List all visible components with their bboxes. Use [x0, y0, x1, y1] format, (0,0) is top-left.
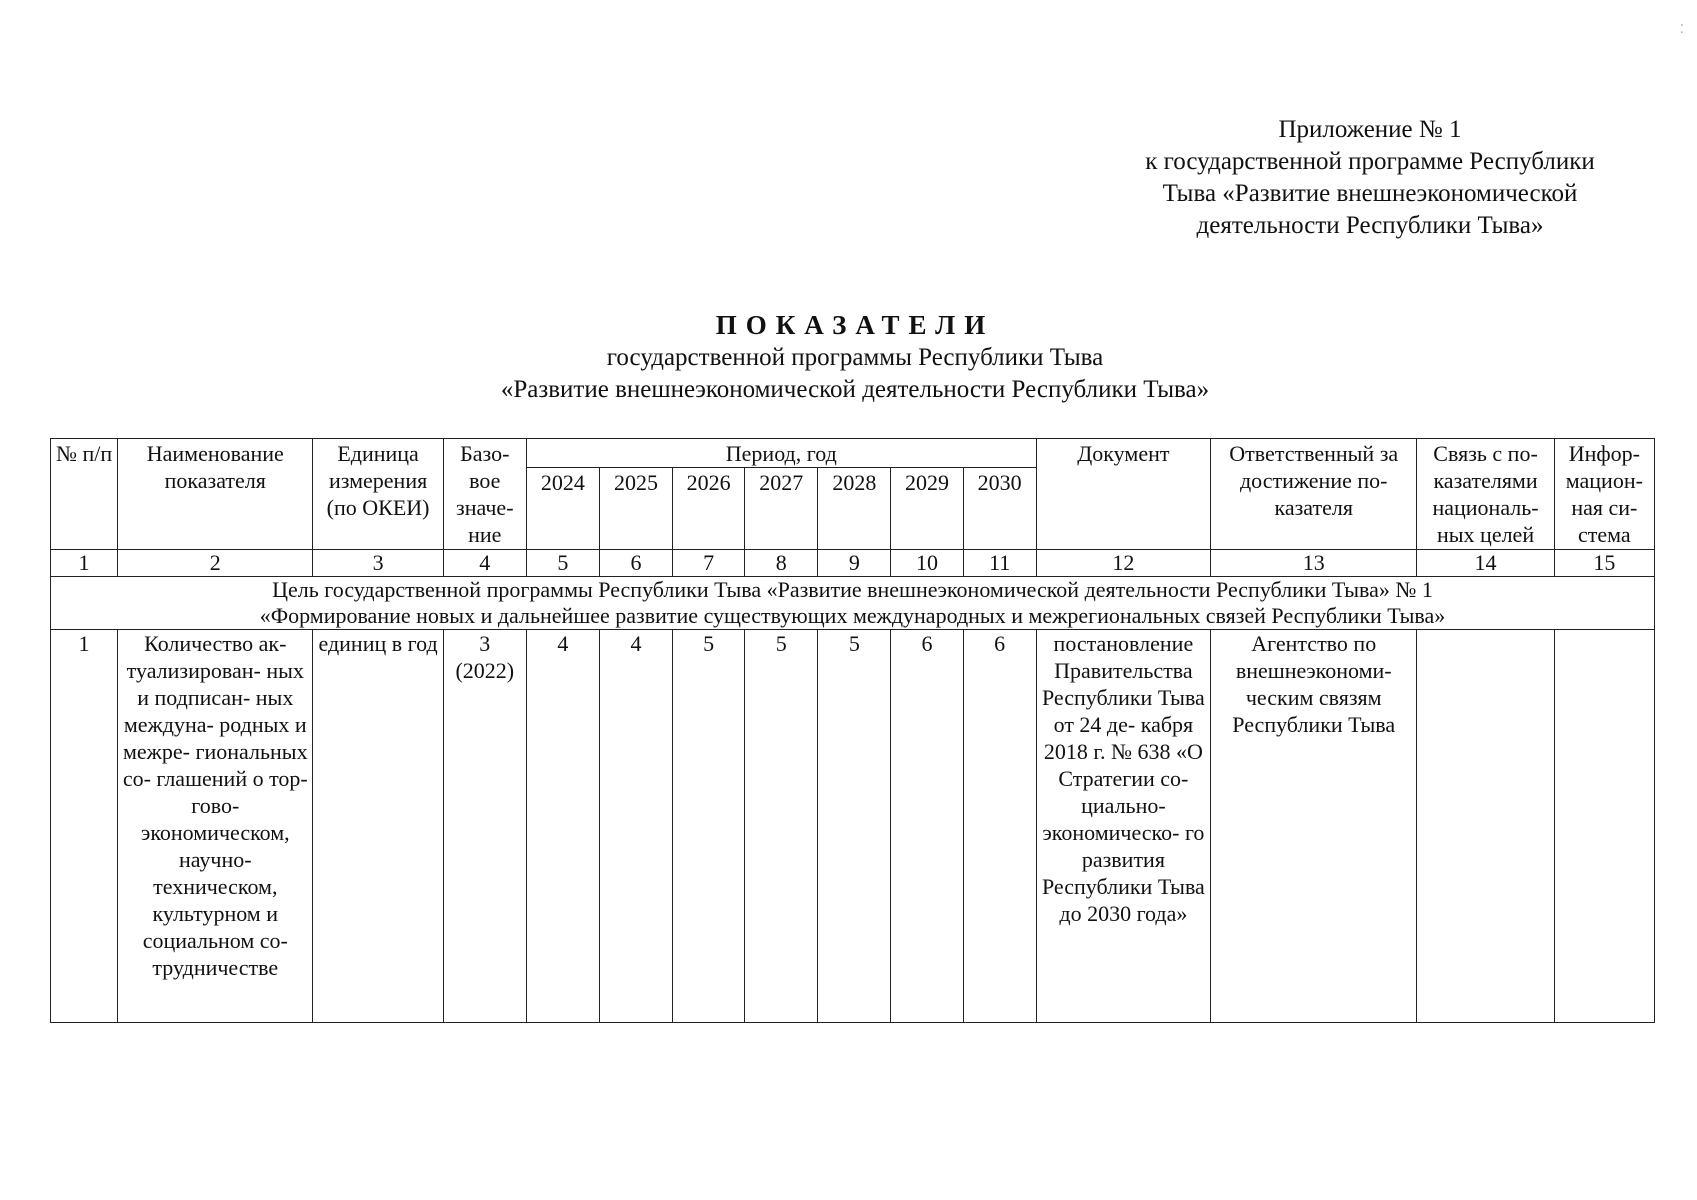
cell-base-value	[443, 630, 526, 1023]
header-year: 2025	[599, 468, 672, 550]
cell-value-2030: 6	[963, 630, 1036, 1023]
header-period: Период, год	[526, 439, 1036, 468]
header-document: Документ	[1036, 439, 1210, 550]
column-number: 10	[891, 550, 963, 577]
column-number: 14	[1417, 550, 1554, 577]
table-row	[51, 630, 1655, 1023]
appendix-note	[1080, 114, 1660, 242]
header-year: 2028	[818, 468, 891, 550]
column-number: 11	[963, 550, 1036, 577]
appendix-line: к государственной программе Республики	[1145, 148, 1595, 175]
cell-information-system	[1554, 630, 1654, 1023]
column-number: 15	[1554, 550, 1654, 577]
document-subtitle: государственной программы Республики Тыва	[606, 344, 1104, 371]
header-information-system: Инфор- мацион- ная си- стема	[1554, 439, 1654, 550]
cell-value-2025: 4	[599, 630, 672, 1023]
program-goal-line: «Формирование новых и дальнейшее развитие существующих международных и межрегиональных связей Республики Тыва»	[259, 603, 1446, 628]
column-number: 12	[1036, 550, 1210, 577]
indicators-table	[50, 438, 1655, 1023]
appendix-line: Тыва «Развитие внешнеэкономической	[1162, 180, 1578, 207]
cell-unit: единиц в год	[313, 630, 443, 1023]
column-number: 3	[313, 550, 443, 577]
column-number: 7	[673, 550, 745, 577]
cell-value-2028: 5	[818, 630, 891, 1023]
header-national-goals-link: Связь с по- казателями националь- ных целей	[1417, 439, 1554, 550]
column-number: 2	[118, 550, 313, 577]
cell-value-2026: 5	[673, 630, 745, 1023]
appendix-line: Приложение № 1	[1278, 116, 1462, 143]
header-year: 2024	[526, 468, 599, 550]
column-number: 5	[526, 550, 599, 577]
document-subtitle: «Развитие внешнеэкономической деятельности Республики Тыва»	[500, 376, 1210, 403]
header-year: 2026	[673, 468, 745, 550]
scan-artifact-icon: ⁚	[1680, 22, 1684, 36]
column-number: 13	[1211, 550, 1417, 577]
column-number: 6	[599, 550, 672, 577]
program-goal	[51, 577, 1655, 630]
cell-document: постановление Правительства Республики Тыва от 24 де- кабря 2018 г. № 638 «О Стратегии со- циально- экономическо- го развития Республики Тыва до 2030 года»	[1036, 630, 1210, 1023]
appendix-line: деятельности Республики Тыва»	[1196, 212, 1544, 239]
header-year: 2027	[745, 468, 818, 550]
column-number-row	[51, 550, 1655, 577]
column-number: 1	[51, 550, 118, 577]
header-year: 2030	[963, 468, 1036, 550]
program-goal-line: Цель государственной программы Республики Тыва «Развитие внешнеэкономической деятельности Республики Тыва» № 1	[272, 577, 1433, 602]
header-unit: Единица измерения (по ОКЕИ)	[313, 439, 443, 550]
cell-national-goals-link	[1417, 630, 1554, 1023]
cell-responsible: Агентство по внешнеэкономи- ческим связям Республики Тыва	[1211, 630, 1417, 1023]
column-number: 9	[818, 550, 891, 577]
header-year: 2029	[891, 468, 963, 550]
header-base-value: Базо- вое значе- ние	[443, 439, 526, 550]
base-year: (2022)	[455, 658, 515, 683]
goal-row	[51, 577, 1655, 630]
header-num: № п/п	[51, 439, 118, 550]
column-number: 4	[443, 550, 526, 577]
cell-indicator-name: Количество ак- туализирован- ных и подписан- ных междуна- родных и межре- гиональных со- глашений о тор- гово- экономическом, научно- техническом, культурном и социальном со- трудничестве	[118, 630, 313, 1023]
cell-value-2029: 6	[891, 630, 963, 1023]
document-title: ПОКАЗАТЕЛИ	[715, 310, 995, 340]
cell-value-2024: 4	[526, 630, 599, 1023]
column-number: 8	[745, 550, 818, 577]
base-value: 3	[479, 631, 491, 656]
cell-num: 1	[51, 630, 118, 1023]
document-title-block	[0, 308, 1697, 406]
header-responsible: Ответственный за достижение по- казателя	[1211, 439, 1417, 550]
header-indicator-name: Наименование показателя	[118, 439, 313, 550]
cell-value-2027: 5	[745, 630, 818, 1023]
